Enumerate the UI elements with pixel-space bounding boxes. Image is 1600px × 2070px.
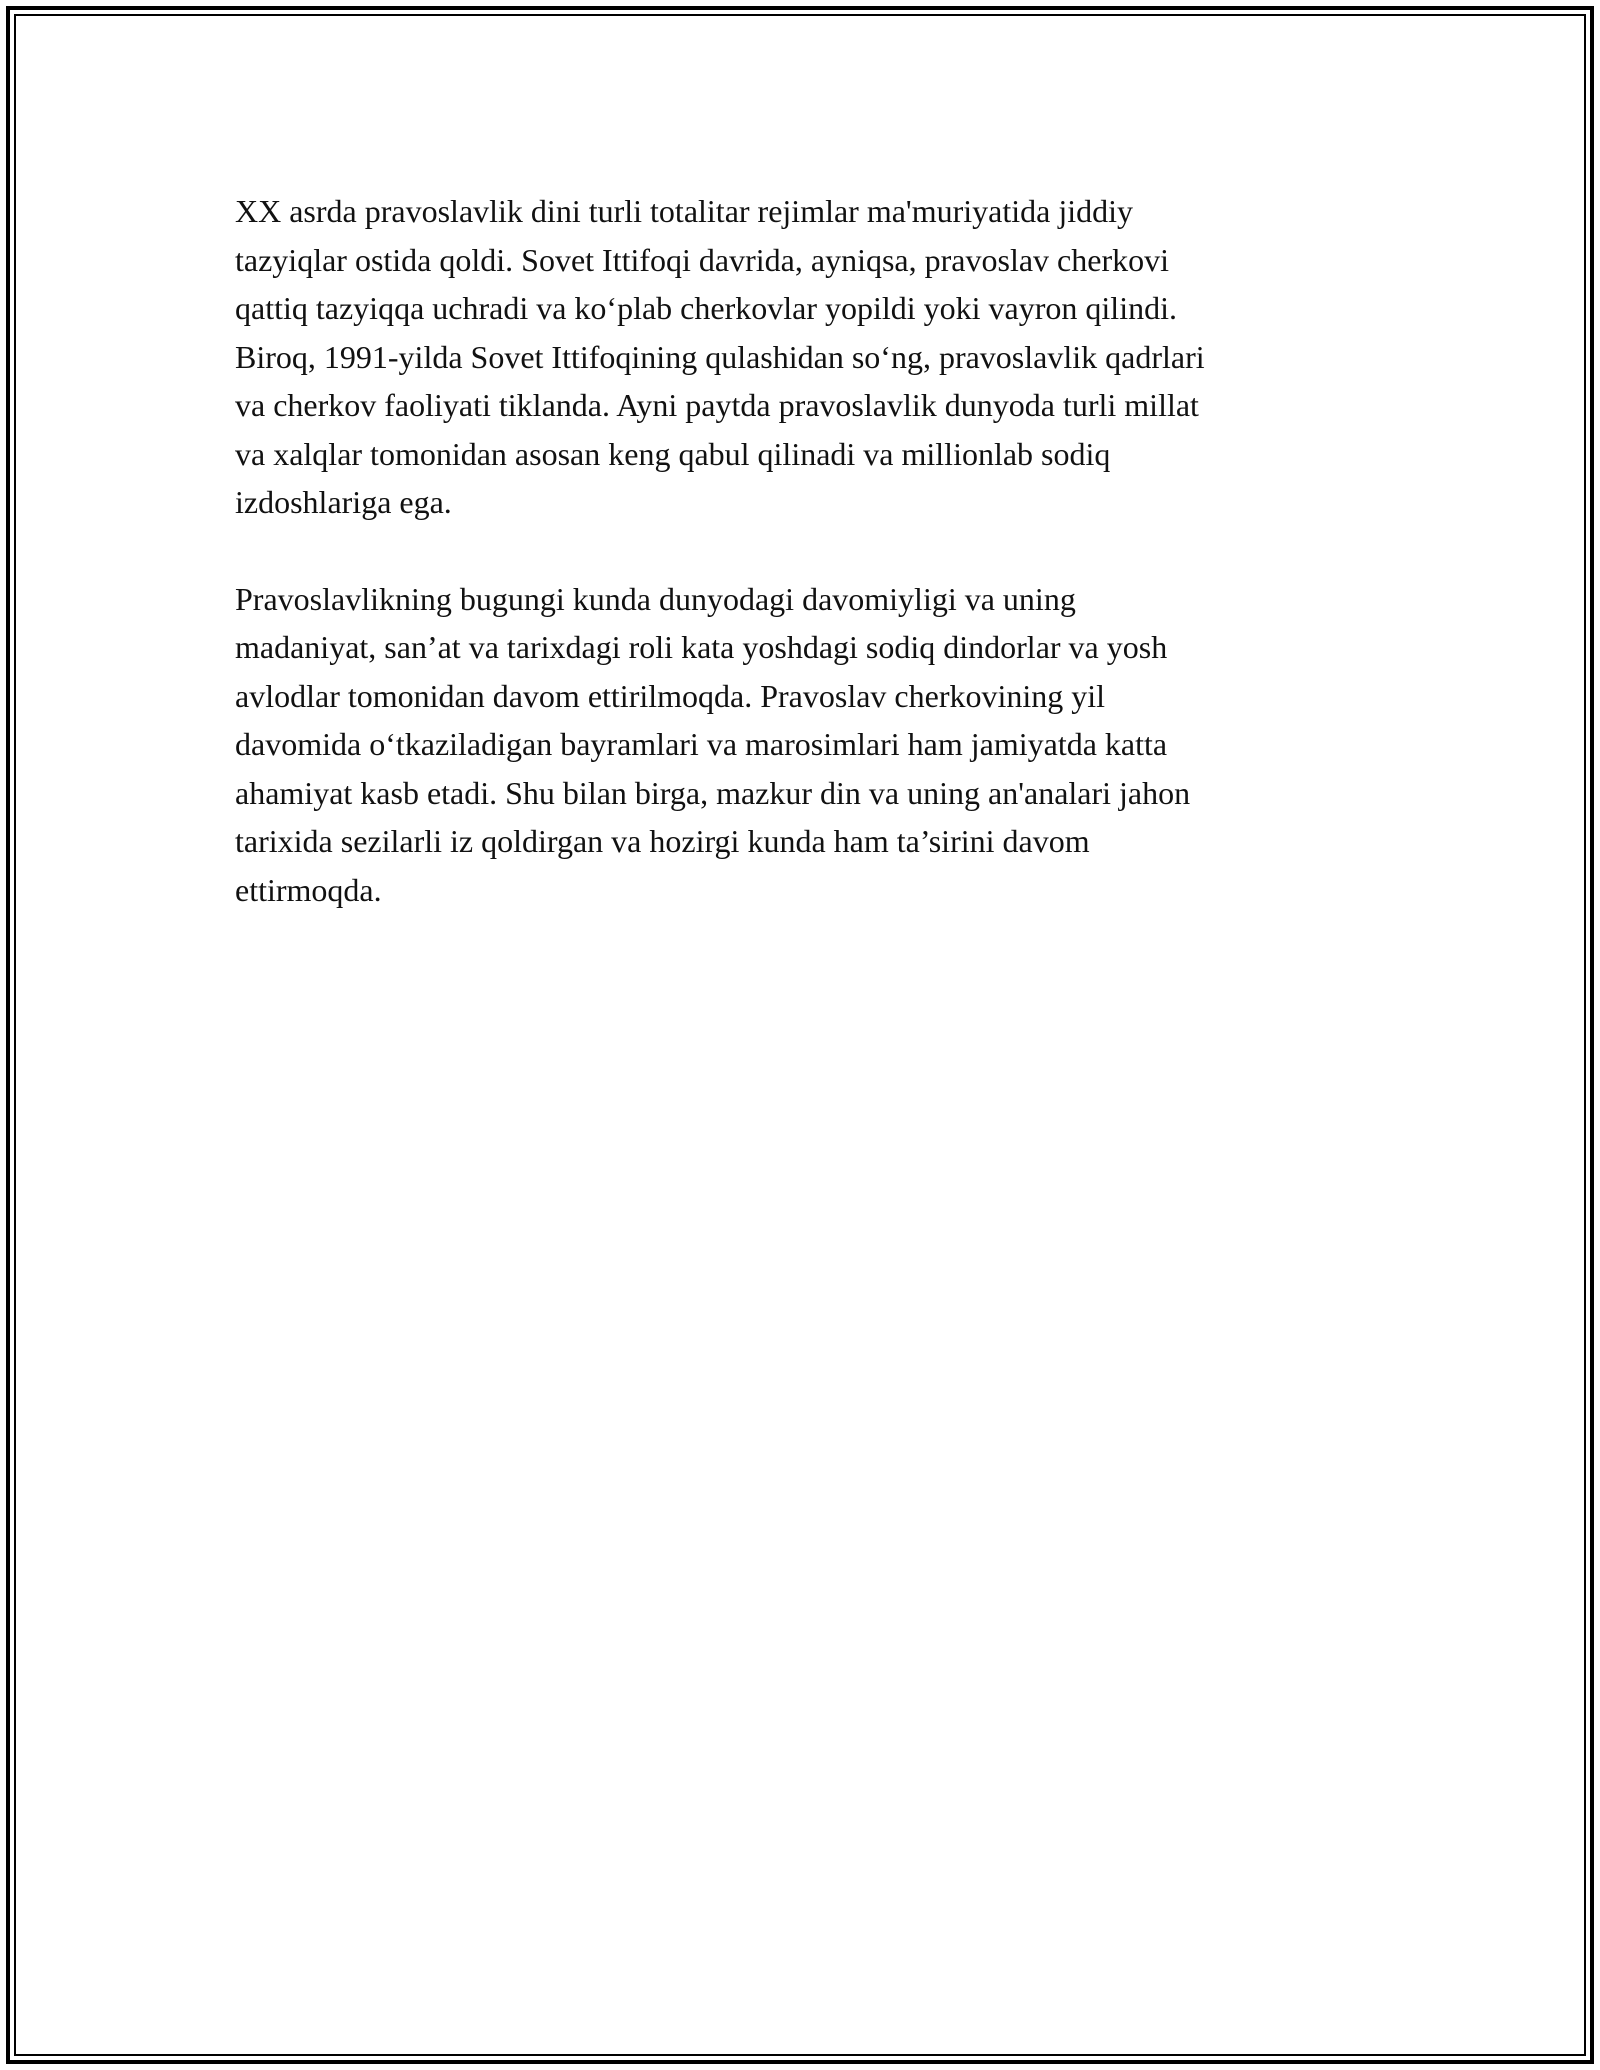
paragraph-2: Pravoslavlikning bugungi kunda dunyodagi davomiyligi va uning madaniyat, san’at va tarixdagi roli kata yoshdagi sodiq dindorlar va yosh avlodlar tomonidan davom ettirilmoqda. Pravoslav cherkovining yil davomida o‘tkaziladigan bayramlari va marosimlari ham jamiyatda katta ahamiyat kasb etadi. Shu bilan birga, mazkur din va uning an'analari jahon tarixida sezilarli iz qoldirgan va hozirgi kunda ham ta’sirini davom ettirmoqda. — [235, 580, 1191, 908]
paragraph-1: XX asrda pravoslavlik dini turli totalitar rejimlar ma'muriyatida jiddiy tazyiqlar ostida qoldi. Sovet Ittifoqi davrida, ayniqsa, pravoslav cherkovi qattiq tazyiqqa uchradi va ko‘plab cherkovlar yopildi yoki vayron qilindi. Biroq, 1991-yilda Sovet Ittifoqining qulashidan so‘ng, pravoslavlik qadrlari va cherkov faoliyati tiklanda. Ayni paytda pravoslavlik dunyoda turli millat va xalqlar tomonidan asosan keng qabul qilinadi va millionlab sodiq izdoshlariga ega. — [235, 193, 1205, 520]
document-body — [235, 187, 1375, 914]
